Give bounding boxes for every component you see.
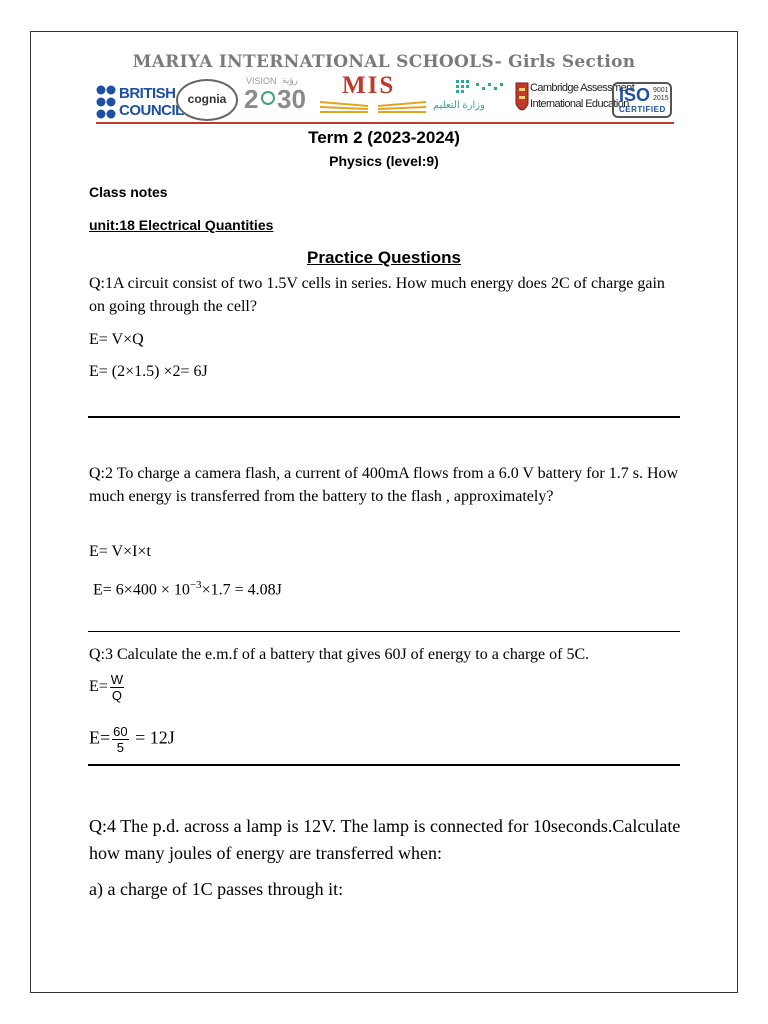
q3-formula-denominator: Q <box>111 688 122 703</box>
q2-answer-exponent: −3 <box>189 579 202 591</box>
q3-answer-denominator: 5 <box>116 740 124 755</box>
q4-question: Q:4 The p.d. across a lamp is 12V. The lamp is connected for 10seconds.Calculate how many joules of energy are transferred when: <box>89 816 681 863</box>
q2-answer-part-b: ×1.7 = 4.08J <box>201 581 282 599</box>
divider-line <box>88 416 680 418</box>
q2-answer-part-a: E= 6×400 × 10 <box>93 581 190 599</box>
iso-text: ISO <box>619 85 651 105</box>
british-council-line2: COUNCIL <box>119 102 184 119</box>
british-council-line1: BRITISH <box>119 85 176 102</box>
cambridge-line1: Cambridge Assessment <box>530 82 635 94</box>
class-notes-heading: Class notes <box>89 184 168 200</box>
divider-line <box>88 631 680 632</box>
q3-answer-numerator: 60 <box>113 724 128 739</box>
q2-question: Q:2 To charge a camera flash, a current of 400mA flows from a 6.0 V battery for 1.7 s. How much energy is transferred from the battery to the flash , approximately? <box>89 465 679 505</box>
vision-label: VISION <box>246 76 277 86</box>
iso-num2: 2015 <box>653 95 669 102</box>
practice-questions-title <box>0 248 768 268</box>
header-divider <box>96 122 674 124</box>
vision-year-b: 30 <box>277 84 306 114</box>
vision-arabic: رؤية <box>282 75 299 85</box>
divider-line <box>88 764 680 766</box>
q4-part-a: a) a charge of 1C passes through it: <box>89 879 344 899</box>
q3-answer-lhs: E= <box>89 727 111 748</box>
unit-heading: unit:18 Electrical Quantities <box>89 217 274 233</box>
cambridge-line2: International Education <box>530 98 629 110</box>
iso-certified: CERTIFIED <box>619 105 666 114</box>
mis-logo <box>318 72 428 122</box>
ministry-dots-icon <box>456 78 506 96</box>
british-council-logo <box>96 82 184 122</box>
cognia-text: cognia <box>187 92 227 106</box>
q3-formula-numerator: W <box>110 672 124 687</box>
term-title: Term 2 (2023-2024) <box>308 128 460 147</box>
q2-formula: E= V×I×t <box>89 543 151 560</box>
q1-answer: E= (2×1.5) ×2= 6J <box>89 363 208 380</box>
iso-logo <box>612 82 672 118</box>
q3-question: Q:3 Calculate the e.m.f of a battery that gives 60J of energy to a charge of 5C. <box>89 646 590 663</box>
q3-formula-lhs: E= <box>89 678 108 696</box>
q3-answer-fraction <box>112 724 128 755</box>
ministry-arabic: وزارة التعليم <box>433 100 485 111</box>
iso-num1: 9001 <box>653 87 669 94</box>
vision-year-a: 2 <box>244 84 259 114</box>
practice-questions-text: Practice Questions <box>306 248 461 267</box>
ministry-logo <box>431 76 511 122</box>
vision-2030-logo <box>244 76 314 122</box>
q1-formula: E= V×Q <box>89 331 144 348</box>
q3-answer <box>89 724 175 755</box>
british-council-dots-icon <box>96 82 118 122</box>
cambridge-shield-icon <box>515 82 529 116</box>
mis-text: MIS <box>342 72 396 99</box>
cognia-logo <box>176 79 238 121</box>
level-title: Physics (level:9) <box>329 153 439 169</box>
vision-palm-icon <box>260 90 276 106</box>
q3-formula-fraction <box>110 672 124 703</box>
logo-row <box>96 72 674 124</box>
school-name: MARIYA INTERNATIONAL SCHOOLS- Girls Section <box>132 52 636 72</box>
q3-formula <box>89 672 126 703</box>
q1-question: Q:1A circuit consist of two 1.5V cells in series. How much energy does 2C of charge gain on going through the cell? <box>89 275 665 315</box>
british-council-text <box>119 85 184 119</box>
q2-answer <box>93 574 282 601</box>
q3-answer-rhs: = 12J <box>135 727 175 748</box>
